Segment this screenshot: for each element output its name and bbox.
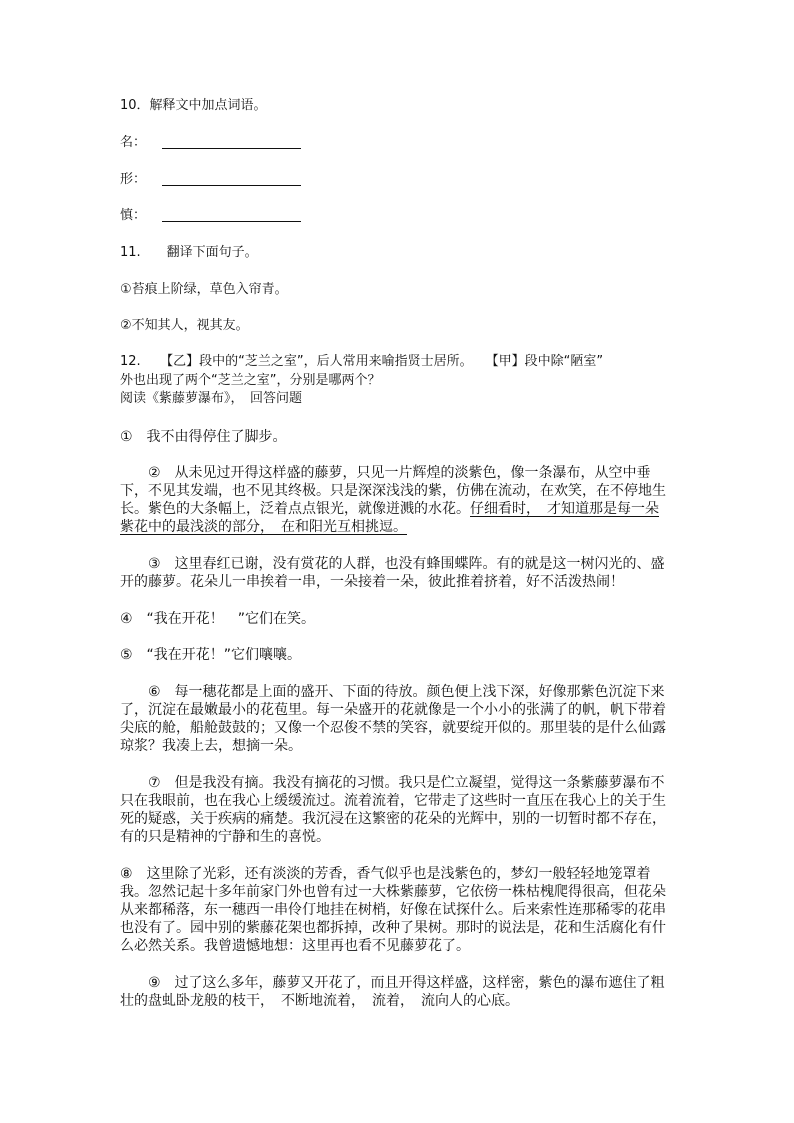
- paragraph-9-line-2: 壮的盘虬卧龙般的枝干， 不断地流着， 流着， 流向人的心底。: [120, 993, 519, 1009]
- underlined-sentence-part-2: 紫花中的最浅淡的部分， 在和阳光互相挑逗。: [120, 519, 407, 535]
- paragraph-4: ④ “我在开花！ ”它们在笑。: [120, 611, 316, 627]
- paragraph-7-line-3: 死的疑惑，关于疾病的痛楚。我沉浸在这繁密的花朵的光辉中，别的一切暂时都不存在，: [120, 811, 666, 827]
- paragraph-9-line-1: ⑨ 过了这么多年，藤萝又开花了，而且开得这样盛，这样密，紫色的瀑布遮住了粗: [120, 975, 665, 991]
- paragraph-2-line-4: [120, 518, 407, 536]
- paragraph-8-line-3: 从来都稀落，东一穗西一串伶仃地挂在树梢，好像在试探什么。后来索性连那稀零的花串: [120, 902, 666, 918]
- paragraph-8-line-5: 么必然关系。我曾遗憾地想：这里再也看不见藤萝花了。: [120, 938, 470, 954]
- underlined-sentence-part-1: 仔细看时， 才知道那是每一朵: [470, 501, 659, 517]
- paragraph-8-line-2: 我。忽然记起十多年前家门外也曾有过一大株紫藤萝，它依傍一株枯槐爬得很高，但花朵: [120, 884, 666, 900]
- paragraph-6-line-2: 了，沉淀在最嫩最小的花苞里。每一朵盛开的花就像是一个小小的张满了的帆，帆下带着: [120, 702, 666, 718]
- q10-item-shen-answer-line[interactable]: [162, 221, 301, 222]
- q11-title: 11. 翻译下面句子。: [120, 245, 258, 260]
- paragraph-2-line-2: 下，不见其发端，也不见其终极。只是深深浅浅的紫，仿佛在流动，在欢笑，在不停地生: [120, 483, 666, 499]
- paragraph-3-line-2: 开的藤萝。花朵儿一串挨着一串，一朵接着一朵，彼此推着挤着，好不活泼热闹！: [120, 574, 624, 590]
- reading-intro: 阅读《紫藤萝瀑布》， 回答问题: [120, 391, 303, 406]
- q10-title: 10．解释文中加点词语。: [120, 98, 267, 113]
- paragraph-5: ⑤ “我在开花！”它们嚷嚷。: [120, 647, 302, 663]
- paragraph-2-line-3: [120, 500, 659, 518]
- q10-item-xing-label: 形：: [120, 172, 147, 187]
- paragraph-6-line-3: 尖底的舱，船舱鼓鼓的；又像一个忍俊不禁的笑容，就要绽开似的。那里装的是什么仙露: [120, 720, 666, 736]
- paragraph-7-line-2: 只在我眼前，也在我心上缓缓流过。流着流着，它带走了这些时一直压在我心上的关于生: [120, 793, 666, 809]
- q11-sentence-1: ①苔痕上阶绿，草色入帘青。: [120, 282, 288, 297]
- paragraph-6-line-1: ⑥ 每一穗花都是上面的盛开、下面的待放。颜色便上浅下深，好像那紫色沉淀下来: [120, 684, 665, 700]
- paragraph-6-line-4: 琼浆？我凑上去，想摘一朵。: [120, 738, 302, 754]
- paragraph-2-line-3-text: 长。紫色的大条幅上，泛着点点银光，就像迸溅的水花。: [120, 501, 470, 517]
- paragraph-8-line-1: ⑧ 这里除了光彩，还有淡淡的芳香，香气似乎也是浅紫色的，梦幻一般轻轻地笼罩着: [120, 866, 651, 882]
- paragraph-7-line-4: 有的只是精神的宁静和生的喜悦。: [120, 829, 330, 845]
- paragraph-8-line-4: 也没有了。园中别的紫藤花架也都拆掉，改种了果树。那时的说法是，花和生活腐化有什: [120, 920, 666, 936]
- paragraph-7-line-1: ⑦ 但是我没有摘。我没有摘花的习惯。我只是伫立凝望，觉得这一条紫藤萝瀑布不: [120, 775, 665, 791]
- paragraph-1: ① 我不由得停住了脚步。: [120, 429, 287, 445]
- q11-sentence-2: ②不知其人，视其友。: [120, 318, 249, 333]
- paragraph-2-line-1: ② 从未见过开得这样盛的藤萝，只见一片辉煌的淡紫色，像一条瀑布，从空中垂: [120, 465, 651, 481]
- q10-item-shen-label: 慎：: [120, 208, 147, 223]
- paragraph-3-line-1: ③ 这里春红已谢，没有赏花的人群，也没有蜂围蝶阵。有的就是这一树闪光的、盛: [120, 556, 665, 572]
- q10-item-ming-label: 名：: [120, 135, 147, 150]
- q10-item-xing-answer-line[interactable]: [162, 185, 301, 186]
- q12-line-1: 12. 【乙】段中的“芝兰之室”，后人常用来喻指贤士居所。 【甲】段中除“陋室”: [120, 354, 604, 369]
- q12-line-2: 外也出现了两个“芝兰之室”，分别是哪两个？: [120, 373, 381, 388]
- q10-item-ming-answer-line[interactable]: [162, 148, 301, 149]
